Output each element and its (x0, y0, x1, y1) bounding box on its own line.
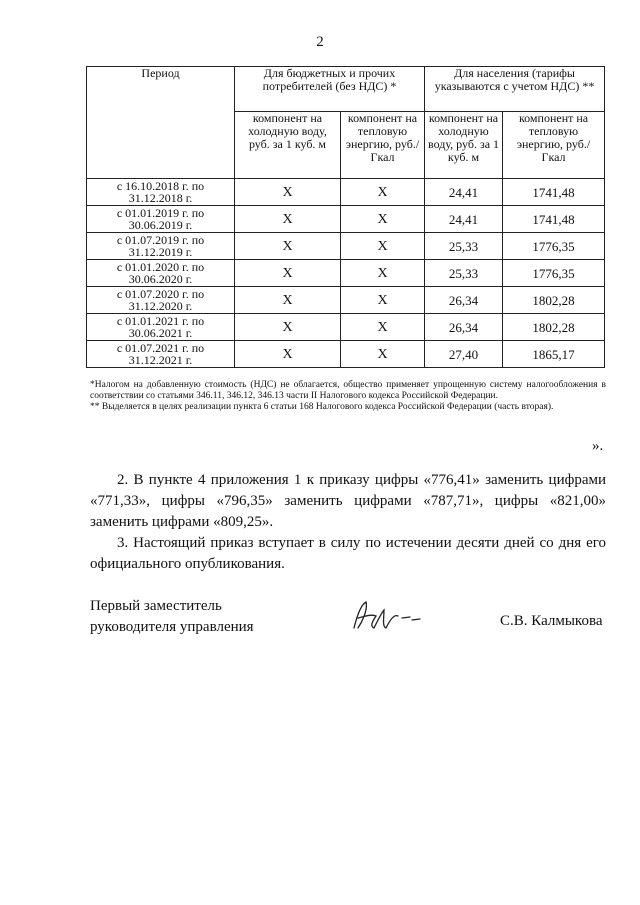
population-water-cell: 27,40 (425, 341, 503, 368)
table-row (87, 233, 605, 260)
header-budget: Для бюджетных и прочих потребителей (без НДС) * (235, 67, 425, 112)
period-cell: с 01.01.2021 г. по 30.06.2021 г. (87, 314, 235, 341)
table-row (87, 260, 605, 287)
budget-heat-cell: X (341, 287, 425, 314)
population-heat-cell: 1865,17 (503, 341, 605, 368)
signatory-title (90, 596, 254, 638)
subheader-population-heat: компонент на тепловую энергию, руб./Гкал (503, 112, 605, 179)
budget-water-cell: X (235, 206, 341, 233)
table-row (87, 314, 605, 341)
population-water-cell: 24,41 (425, 206, 503, 233)
budget-heat-cell: X (341, 341, 425, 368)
table-row (87, 341, 605, 368)
period-cell: с 16.10.2018 г. по 31.12.2018 г. (87, 179, 235, 206)
population-water-cell: 26,34 (425, 314, 503, 341)
tariff-table (86, 66, 605, 368)
closing-quote: ». (592, 438, 604, 454)
population-water-cell: 24,41 (425, 179, 503, 206)
population-water-cell: 25,33 (425, 260, 503, 287)
population-heat-cell: 1741,48 (503, 206, 605, 233)
page-number: 2 (316, 34, 324, 50)
signatory-title-line2: руководителя управления (90, 619, 254, 635)
subheader-budget-heat: компонент на тепловую энергию, руб./Гкал (341, 112, 425, 179)
budget-water-cell: X (235, 287, 341, 314)
budget-water-cell: X (235, 233, 341, 260)
period-cell: с 01.07.2019 г. по 31.12.2019 г. (87, 233, 235, 260)
period-cell: с 01.01.2019 г. по 30.06.2019 г. (87, 206, 235, 233)
population-heat-cell: 1802,28 (503, 287, 605, 314)
header-period: Период (87, 67, 235, 179)
period-cell: с 01.07.2021 г. по 31.12.2021 г. (87, 341, 235, 368)
signatory-name: С.В. Калмыкова (500, 613, 603, 629)
table-row (87, 206, 605, 233)
subheader-budget-water: компонент на холодную воду, руб. за 1 куб. м (235, 112, 341, 179)
budget-water-cell: X (235, 260, 341, 287)
budget-heat-cell: X (341, 233, 425, 260)
paragraph-3: 3. Настоящий приказ вступает в силу по истечении десяти дней со дня его официального опубликования. (90, 535, 606, 572)
budget-heat-cell: X (341, 314, 425, 341)
budget-heat-cell: X (341, 260, 425, 287)
population-heat-cell: 1776,35 (503, 260, 605, 287)
population-heat-cell: 1776,35 (503, 233, 605, 260)
budget-water-cell: X (235, 341, 341, 368)
footnote-allocation: ** Выделяется в целях реализации пункта 6 статьи 168 Налогового кодекса Российской Федерации (часть вторая). (90, 402, 554, 412)
footnotes (90, 380, 606, 413)
table-row (87, 179, 605, 206)
period-cell: с 01.07.2020 г. по 31.12.2020 г. (87, 287, 235, 314)
subheader-population-water: компонент на холодную воду, руб. за 1 куб. м (425, 112, 503, 179)
budget-water-cell: X (235, 314, 341, 341)
population-water-cell: 26,34 (425, 287, 503, 314)
population-water-cell: 25,33 (425, 233, 503, 260)
budget-heat-cell: X (341, 179, 425, 206)
paragraph-2: 2. В пункте 4 приложения 1 к приказу цифры «776,41» заменить цифрами «771,33», цифры «796,35» заменить цифрами «787,71», цифры «821,00» заменить цифрами «809,25». (90, 472, 606, 530)
table-row (87, 287, 605, 314)
handwritten-signature (348, 598, 428, 634)
header-population: Для населения (тарифы указываются с учетом НДС) ** (425, 67, 605, 112)
signatory-title-line1: Первый заместитель (90, 598, 222, 614)
tariff-rows (87, 179, 605, 368)
population-heat-cell: 1802,28 (503, 314, 605, 341)
budget-heat-cell: X (341, 206, 425, 233)
budget-water-cell: X (235, 179, 341, 206)
order-text (90, 470, 606, 575)
period-cell: с 01.01.2020 г. по 30.06.2020 г. (87, 260, 235, 287)
population-heat-cell: 1741,48 (503, 179, 605, 206)
footnote-vat: *Налогом на добавленную стоимость (НДС) не облагается, общество применяет упрощенную систему налогообложения в соответствии со статьями 346.11, 346.12, 346.13 части II Налогового кодекса Российской Федерации. (90, 380, 606, 401)
